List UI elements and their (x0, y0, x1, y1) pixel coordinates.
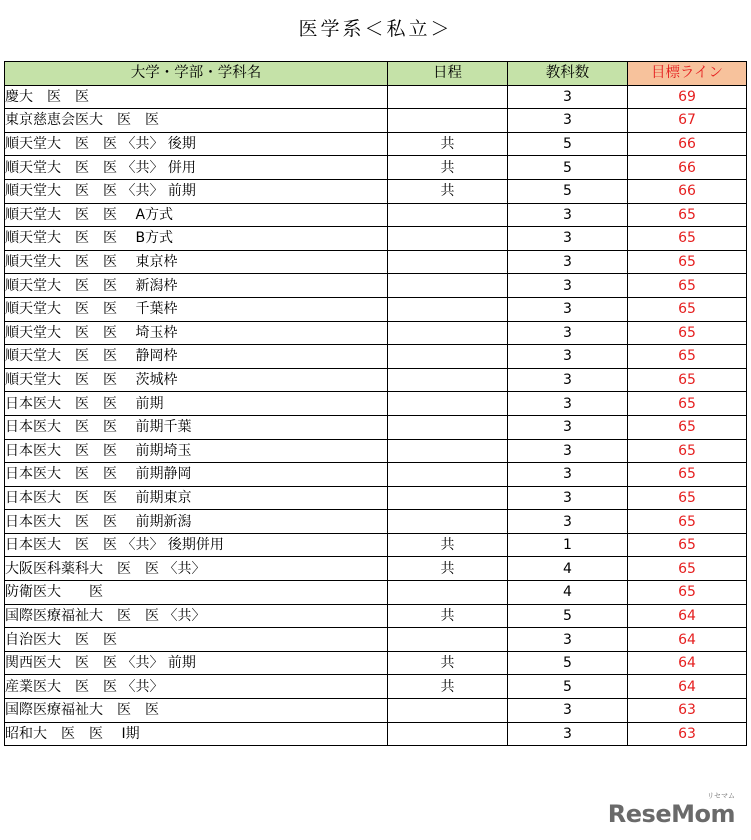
table-row (5, 486, 747, 510)
table-row (5, 345, 747, 369)
cell-target: 65 (628, 439, 747, 463)
cell-name: 昭和大 医 医 Ⅰ期 (5, 722, 388, 746)
table-row (5, 109, 747, 133)
cell-subjects: 3 (508, 463, 628, 487)
cell-name: 東京慈恵会医大 医 医 (5, 109, 388, 133)
cell-name: 日本医大 医 医 前期新潟 (5, 510, 388, 534)
cell-target: 65 (628, 581, 747, 605)
cell-subjects: 5 (508, 179, 628, 203)
table-row (5, 510, 747, 534)
table-header-row (5, 62, 747, 86)
column-header-name: 大学・学部・学科名 (5, 62, 388, 86)
table-row (5, 557, 747, 581)
cell-name: 国際医療福祉大 医 医 (5, 699, 388, 723)
cell-name: 大阪医科薬科大 医 医 〈共〉 (5, 557, 388, 581)
cell-target: 64 (628, 675, 747, 699)
cell-subjects: 3 (508, 510, 628, 534)
cell-subjects: 5 (508, 675, 628, 699)
cell-subjects: 3 (508, 109, 628, 133)
cell-target: 65 (628, 250, 747, 274)
cell-subjects: 3 (508, 203, 628, 227)
cell-target: 69 (628, 85, 747, 109)
cell-subjects: 3 (508, 439, 628, 463)
cell-target: 66 (628, 179, 747, 203)
cell-schedule (388, 510, 508, 534)
table-row (5, 179, 747, 203)
cell-subjects: 1 (508, 533, 628, 557)
cell-schedule (388, 699, 508, 723)
cell-subjects: 4 (508, 581, 628, 605)
cell-subjects: 5 (508, 132, 628, 156)
cell-target: 66 (628, 156, 747, 180)
cell-subjects: 3 (508, 368, 628, 392)
table-row (5, 439, 747, 463)
table-row (5, 699, 747, 723)
cell-schedule (388, 250, 508, 274)
table-row (5, 392, 747, 416)
table-row (5, 156, 747, 180)
cell-subjects: 5 (508, 651, 628, 675)
cell-schedule: 共 (388, 675, 508, 699)
cell-schedule: 共 (388, 557, 508, 581)
cell-target: 67 (628, 109, 747, 133)
cell-name: 順天堂大 医 医 〈共〉 前期 (5, 179, 388, 203)
cell-subjects: 4 (508, 557, 628, 581)
cell-name: 日本医大 医 医 前期 (5, 392, 388, 416)
cell-target: 64 (628, 604, 747, 628)
cell-name: 順天堂大 医 医 静岡枠 (5, 345, 388, 369)
cell-target: 65 (628, 203, 747, 227)
cell-target: 64 (628, 628, 747, 652)
cell-name: 日本医大 医 医 前期東京 (5, 486, 388, 510)
cell-subjects: 5 (508, 156, 628, 180)
resemom-logo (607, 792, 735, 828)
cell-schedule (388, 227, 508, 251)
table-row (5, 203, 747, 227)
cell-name: 慶大 医 医 (5, 85, 388, 109)
table-row (5, 651, 747, 675)
cell-schedule (388, 415, 508, 439)
cell-schedule: 共 (388, 651, 508, 675)
cell-subjects: 3 (508, 297, 628, 321)
cell-target: 65 (628, 321, 747, 345)
cell-target: 63 (628, 722, 747, 746)
cell-schedule: 共 (388, 604, 508, 628)
column-header-schedule: 日程 (388, 62, 508, 86)
table-row (5, 675, 747, 699)
cell-schedule: 共 (388, 179, 508, 203)
table-row (5, 463, 747, 487)
cell-name: 日本医大 医 医 前期埼玉 (5, 439, 388, 463)
table-row (5, 604, 747, 628)
table-row (5, 321, 747, 345)
table-row (5, 533, 747, 557)
logo-subtext: リセマム (707, 792, 735, 800)
cell-name: 順天堂大 医 医 埼玉枠 (5, 321, 388, 345)
cell-target: 65 (628, 533, 747, 557)
column-header-target: 目標ライン (628, 62, 747, 86)
table-row (5, 415, 747, 439)
cell-name: 日本医大 医 医 前期千葉 (5, 415, 388, 439)
table-row (5, 297, 747, 321)
cell-name: 産業医大 医 医 〈共〉 (5, 675, 388, 699)
logo-text: ReseMom (607, 800, 735, 828)
table-body (5, 85, 747, 746)
cell-target: 65 (628, 392, 747, 416)
cell-schedule (388, 274, 508, 298)
cell-subjects: 3 (508, 486, 628, 510)
cell-subjects: 3 (508, 227, 628, 251)
cell-target: 65 (628, 415, 747, 439)
cell-name: 順天堂大 医 医 茨城枠 (5, 368, 388, 392)
cell-name: 防衛医大 医 (5, 581, 388, 605)
table-row (5, 274, 747, 298)
cell-target: 64 (628, 651, 747, 675)
cell-target: 63 (628, 699, 747, 723)
cell-schedule (388, 85, 508, 109)
cell-schedule (388, 392, 508, 416)
table-row (5, 628, 747, 652)
cell-name: 順天堂大 医 医 新潟枠 (5, 274, 388, 298)
cell-schedule: 共 (388, 132, 508, 156)
cell-name: 順天堂大 医 医 東京枠 (5, 250, 388, 274)
cell-schedule (388, 628, 508, 652)
cell-name: 関西医大 医 医 〈共〉 前期 (5, 651, 388, 675)
cell-schedule (388, 439, 508, 463)
table-row (5, 368, 747, 392)
table-row (5, 581, 747, 605)
cell-subjects: 3 (508, 274, 628, 298)
cell-schedule: 共 (388, 533, 508, 557)
cell-name: 順天堂大 医 医 B方式 (5, 227, 388, 251)
cell-subjects: 3 (508, 628, 628, 652)
cell-target: 65 (628, 297, 747, 321)
cell-target: 65 (628, 345, 747, 369)
cell-name: 順天堂大 医 医 〈共〉 後期 (5, 132, 388, 156)
cell-subjects: 3 (508, 321, 628, 345)
cell-subjects: 3 (508, 345, 628, 369)
cell-name: 日本医大 医 医 前期静岡 (5, 463, 388, 487)
cell-subjects: 3 (508, 392, 628, 416)
cell-schedule (388, 345, 508, 369)
cell-name: 順天堂大 医 医 〈共〉 併用 (5, 156, 388, 180)
cell-schedule (388, 722, 508, 746)
cell-subjects: 3 (508, 722, 628, 746)
cell-schedule (388, 203, 508, 227)
cell-subjects: 3 (508, 250, 628, 274)
cell-subjects: 3 (508, 85, 628, 109)
cell-target: 65 (628, 486, 747, 510)
cell-schedule (388, 368, 508, 392)
cell-target: 65 (628, 463, 747, 487)
cell-target: 65 (628, 557, 747, 581)
cell-name: 日本医大 医 医 〈共〉 後期併用 (5, 533, 388, 557)
cell-name: 国際医療福祉大 医 医 〈共〉 (5, 604, 388, 628)
page-title: 医学系＜私立＞ (298, 18, 453, 40)
table-row (5, 250, 747, 274)
cell-subjects: 3 (508, 415, 628, 439)
cell-schedule (388, 581, 508, 605)
cell-name: 順天堂大 医 医 A方式 (5, 203, 388, 227)
cell-name: 順天堂大 医 医 千葉枠 (5, 297, 388, 321)
cell-target: 66 (628, 132, 747, 156)
cell-schedule (388, 486, 508, 510)
cell-target: 65 (628, 227, 747, 251)
cell-target: 65 (628, 368, 747, 392)
cell-target: 65 (628, 510, 747, 534)
table-row (5, 722, 747, 746)
ranking-table (4, 61, 747, 746)
cell-schedule: 共 (388, 156, 508, 180)
cell-schedule (388, 297, 508, 321)
table-row (5, 227, 747, 251)
table-row (5, 132, 747, 156)
cell-schedule (388, 463, 508, 487)
cell-schedule (388, 109, 508, 133)
cell-name: 自治医大 医 医 (5, 628, 388, 652)
table-row (5, 85, 747, 109)
cell-subjects: 3 (508, 699, 628, 723)
cell-subjects: 5 (508, 604, 628, 628)
column-header-subjects: 教科数 (508, 62, 628, 86)
cell-schedule (388, 321, 508, 345)
cell-target: 65 (628, 274, 747, 298)
